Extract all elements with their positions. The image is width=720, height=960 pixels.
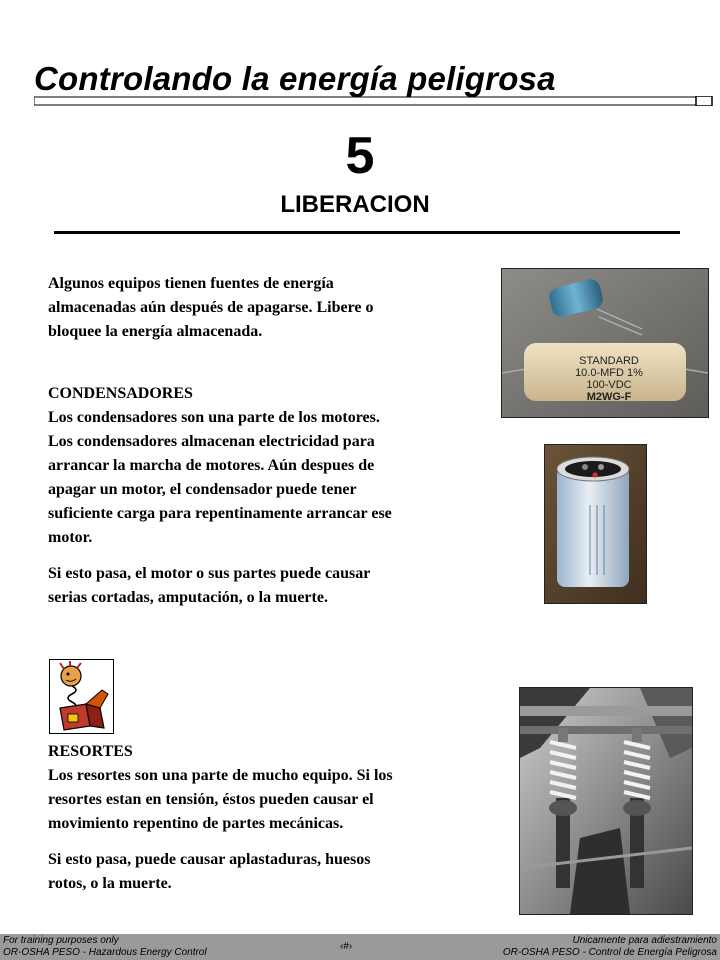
springs-line: Los resortes son una parte de mucho equipo. Si los <box>48 767 393 784</box>
suspension-springs-illustration <box>520 688 692 914</box>
intro-paragraph <box>48 272 468 344</box>
capacitors-line: apagar un motor, el condensador puede tener <box>48 481 357 498</box>
capacitor-label <box>554 355 664 403</box>
capacitor-label-line: 100-VDC <box>586 379 632 391</box>
capacitors-heading: CONDENSADORES <box>48 385 193 402</box>
footer-bar <box>0 934 720 960</box>
springs-heading: RESORTES <box>48 743 133 760</box>
capacitors-warning-line: Si esto pasa, el motor o sus partes puede causar <box>48 565 371 582</box>
springs-warning-line: rotos, o la muerte. <box>48 875 172 892</box>
capacitor-label-line: 10.0-MFD 1% <box>575 367 643 379</box>
capacitors-line: motor. <box>48 529 93 546</box>
capacitor-label-line: STANDARD <box>579 355 639 367</box>
springs-warning-line: Si esto pasa, puede causar aplastaduras, huesos <box>48 851 371 868</box>
capacitor-label-line: M2WG-F <box>586 391 632 403</box>
intro-line: Algunos equipos tienen fuentes de energía <box>48 275 334 292</box>
springs-photo <box>519 687 693 915</box>
capacitors-section <box>48 382 468 610</box>
title-underline <box>34 96 714 106</box>
canister-capacitor-illustration <box>545 445 646 603</box>
page-title: Controlando la energía peligrosa <box>34 60 556 97</box>
capacitors-line: suficiente carga para repentinamente arrancar ese <box>48 505 392 522</box>
springs-section <box>48 740 468 896</box>
intro-line: bloquee la energía almacenada. <box>48 323 263 340</box>
spring-jack-in-box-icon <box>49 659 114 734</box>
footer-left-line2: OR-OSHA PESO - Hazardous Energy Control <box>3 947 207 958</box>
step-number: 5 <box>345 127 375 185</box>
capacitor-photo-canister <box>544 444 647 604</box>
footer-right-line2: OR-OSHA PESO - Control de Energía Peligrosa <box>502 947 717 958</box>
capacitor-photo-standard <box>501 268 709 418</box>
capacitors-line: Los condensadores almacenan electricidad para <box>48 433 375 450</box>
springs-line: movimiento repentino de partes mecánicas. <box>48 815 344 832</box>
capacitors-warning-line: serias cortadas, amputación, o la muerte. <box>48 589 328 606</box>
footer-page-number: ‹#› <box>340 941 353 952</box>
footer-left-line1: For training purposes only <box>3 935 119 946</box>
footer-right-line1: Unicamente para adiestramiento <box>572 935 717 946</box>
section-divider <box>54 231 680 234</box>
step-name: LIBERACION <box>280 191 430 218</box>
capacitors-line: Los condensadores son una parte de los motores. <box>48 409 380 426</box>
capacitors-line: arrancar la marcha de motores. Aún despues de <box>48 457 375 474</box>
springs-line: resortes estan en tensión, éstos pueden causar el <box>48 791 374 808</box>
intro-line: almacenadas aún después de apagarse. Libere o <box>48 299 374 316</box>
